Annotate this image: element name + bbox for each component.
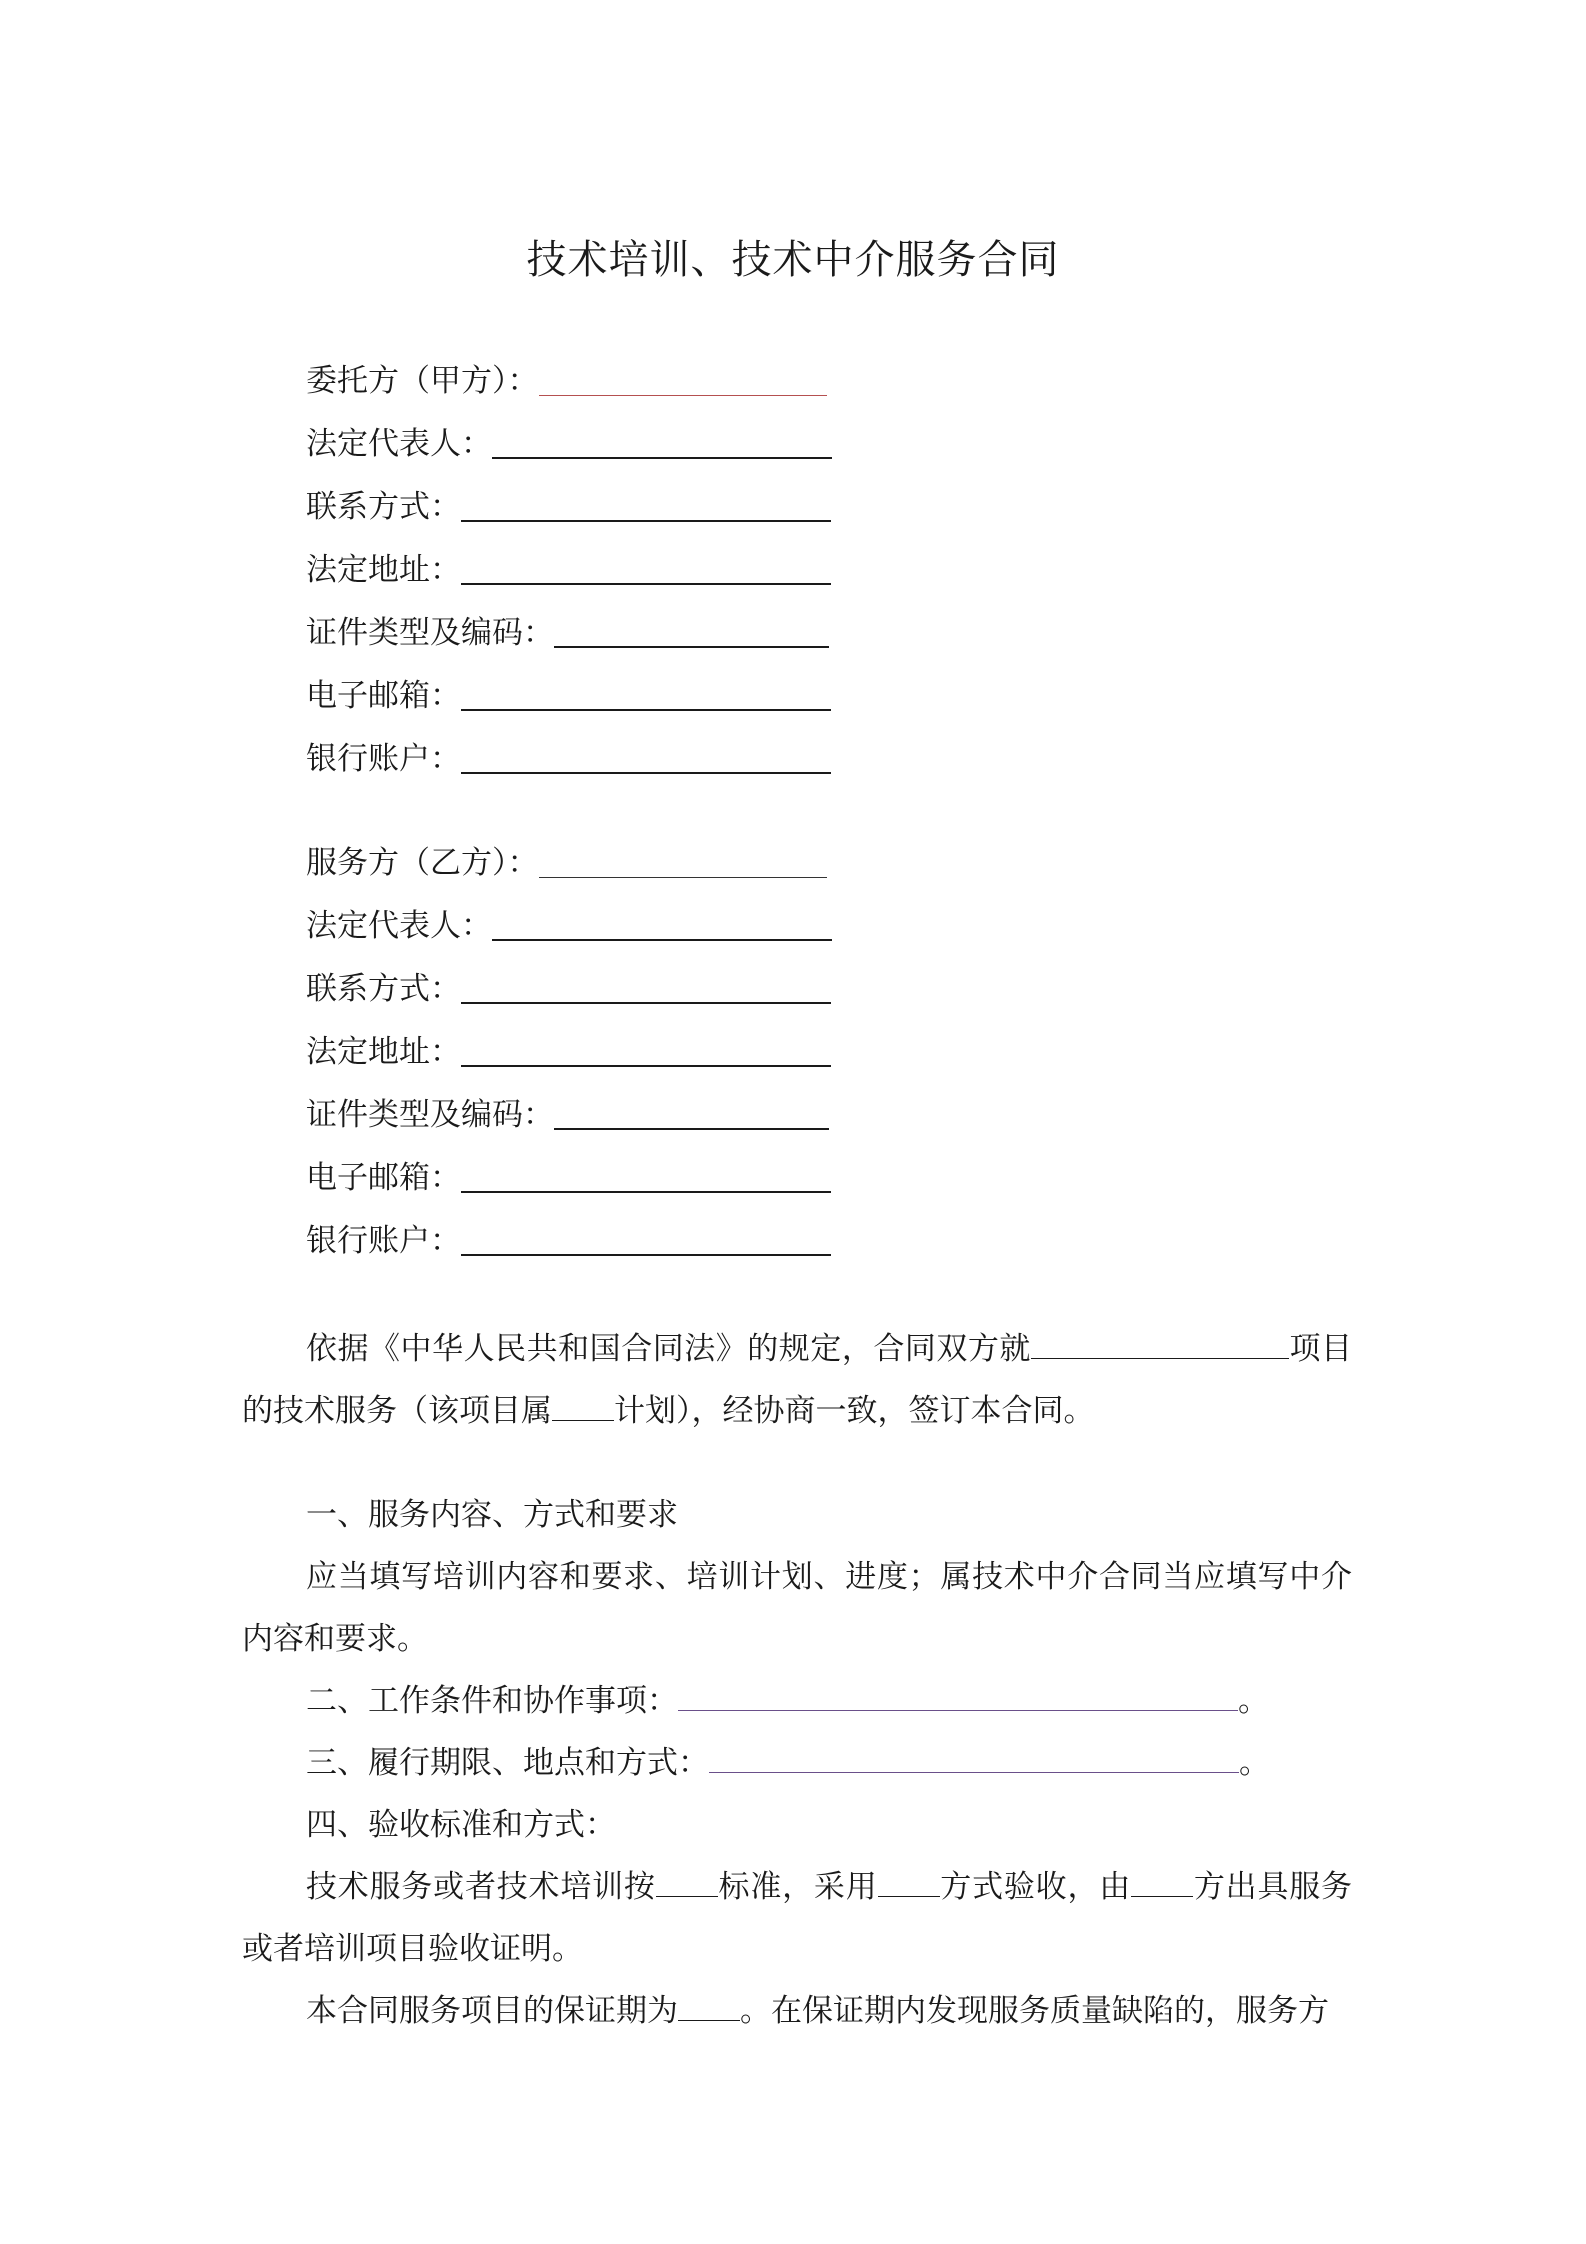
section-4-text-d: 方出具服务或者培训项目验收证明。 xyxy=(242,1869,1353,1967)
warranty-period-blank[interactable] xyxy=(678,1986,740,2021)
section-4-text-a: 技术服务或者技术培训按 xyxy=(306,1869,656,1905)
party-b-rep-label: 法定代表人： xyxy=(306,908,492,944)
party-b-contact-label: 联系方式： xyxy=(306,971,461,1007)
party-b-id-row xyxy=(306,1092,829,1138)
party-b-name-row xyxy=(306,840,827,886)
section-2-row xyxy=(242,1670,1352,1732)
section-4-text-b: 标准，采用 xyxy=(717,1869,878,1905)
section-1-heading: 一、服务内容、方式和要求 xyxy=(306,1497,678,1533)
party-a-bank-field[interactable] xyxy=(461,772,831,774)
party-a-contact-row xyxy=(306,484,831,530)
document-title: 技术培训、技术中介服务合同 xyxy=(526,237,1060,283)
party-a-address-field[interactable] xyxy=(461,583,831,585)
performance-terms-blank[interactable] xyxy=(709,1738,1239,1773)
project-name-blank[interactable] xyxy=(1031,1324,1289,1359)
section-3-row xyxy=(242,1732,1352,1794)
section-4-paragraph-2 xyxy=(242,1980,1352,2042)
party-b-address-field[interactable] xyxy=(461,1065,831,1067)
standard-blank[interactable] xyxy=(656,1862,718,1897)
party-a-email-label: 电子邮箱： xyxy=(306,678,461,714)
party-b-id-label: 证件类型及编码： xyxy=(306,1097,554,1133)
party-b-address-row xyxy=(306,1029,831,1075)
party-b-bank-row xyxy=(306,1218,831,1264)
intro-text-2: 项目的技术服务（该项目属 xyxy=(242,1331,1353,1429)
section-4-text-f: 。在保证期内发现服务质量缺陷的，服务方 xyxy=(740,1993,1329,2029)
section-3-end: 。 xyxy=(1239,1745,1270,1781)
party-b-bank-label: 银行账户： xyxy=(306,1223,461,1259)
section-3-label: 三、履行期限、地点和方式： xyxy=(306,1745,709,1781)
party-a-contact-field[interactable] xyxy=(461,520,831,522)
party-b-name-label: 服务方（乙方）： xyxy=(306,845,539,881)
issuing-party-blank[interactable] xyxy=(1131,1862,1193,1897)
section-2-label: 二、工作条件和协作事项： xyxy=(306,1683,678,1719)
party-b-email-row xyxy=(306,1155,831,1201)
party-a-rep-row xyxy=(306,421,832,467)
party-a-name-field[interactable] xyxy=(539,395,827,396)
intro-paragraph xyxy=(242,1318,1352,1442)
section-4-heading: 四、验收标准和方式： xyxy=(306,1807,616,1843)
work-conditions-blank[interactable] xyxy=(678,1676,1238,1711)
party-a-email-row xyxy=(306,673,831,719)
party-a-rep-label: 法定代表人： xyxy=(306,426,492,462)
party-b-rep-row xyxy=(306,903,832,949)
section-4-paragraph-1 xyxy=(242,1856,1352,1980)
party-b-name-field[interactable] xyxy=(539,877,827,878)
party-a-name-label: 委托方（甲方）： xyxy=(306,363,539,399)
party-b-address-label: 法定地址： xyxy=(306,1034,461,1070)
plan-blank[interactable] xyxy=(552,1386,614,1421)
section-4-text-c: 方式验收，由 xyxy=(939,1869,1132,1905)
party-b-email-label: 电子邮箱： xyxy=(306,1160,461,1196)
party-a-rep-field[interactable] xyxy=(492,457,832,459)
section-2-end: 。 xyxy=(1238,1683,1269,1719)
intro-text-3: 计划），经协商一致，签订本合同。 xyxy=(614,1393,1095,1429)
party-b-contact-row xyxy=(306,966,831,1012)
party-b-email-field[interactable] xyxy=(461,1191,831,1193)
party-b-rep-field[interactable] xyxy=(492,939,832,941)
acceptance-method-blank[interactable] xyxy=(878,1862,940,1897)
section-1-body: 应当填写培训内容和要求、培训计划、进度；属技术中介合同当应填写中介内容和要求。 xyxy=(242,1559,1352,1657)
party-b-contact-field[interactable] xyxy=(461,1002,831,1004)
party-a-bank-row xyxy=(306,736,831,782)
party-a-name-row xyxy=(306,358,827,404)
party-a-address-label: 法定地址： xyxy=(306,552,461,588)
party-a-id-field[interactable] xyxy=(554,646,829,648)
party-a-email-field[interactable] xyxy=(461,709,831,711)
party-a-contact-label: 联系方式： xyxy=(306,489,461,525)
intro-text-1: 依据《中华人民共和国合同法》的规定，合同双方就 xyxy=(306,1331,1031,1367)
party-b-bank-field[interactable] xyxy=(461,1254,831,1256)
party-a-id-label: 证件类型及编码： xyxy=(306,615,554,651)
party-a-bank-label: 银行账户： xyxy=(306,741,461,777)
party-a-address-row xyxy=(306,547,831,593)
party-b-id-field[interactable] xyxy=(554,1128,829,1130)
party-a-id-row xyxy=(306,610,829,656)
section-4-text-e: 本合同服务项目的保证期为 xyxy=(306,1993,678,2029)
